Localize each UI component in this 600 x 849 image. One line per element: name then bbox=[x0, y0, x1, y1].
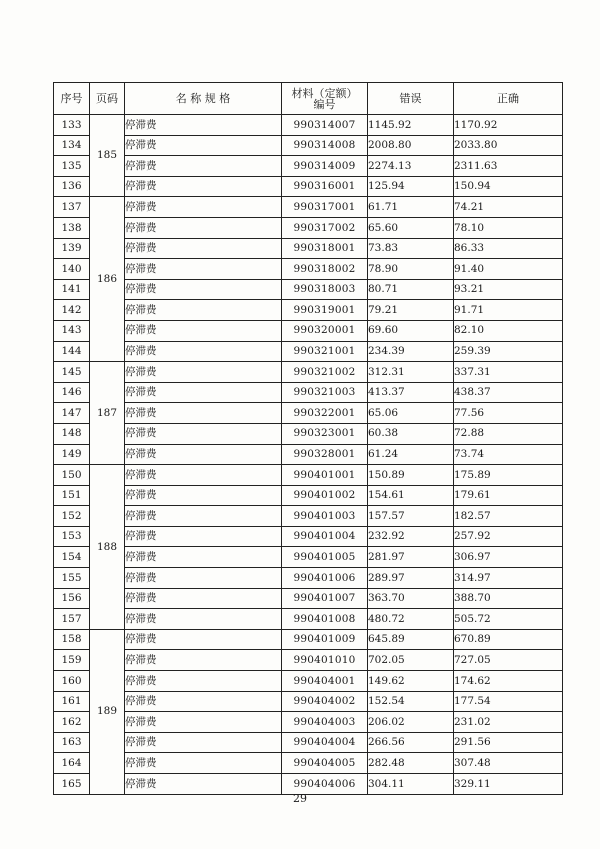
correct-value: 505.72 bbox=[454, 609, 563, 630]
table-row bbox=[54, 526, 563, 547]
row-index: 165 bbox=[54, 774, 90, 795]
wrong-value: 78.90 bbox=[368, 259, 454, 280]
page-group-cell: 189 bbox=[90, 629, 125, 794]
material-code: 990401003 bbox=[282, 506, 368, 527]
item-name: 停滞费 bbox=[125, 238, 282, 259]
wrong-value: 282.48 bbox=[368, 753, 454, 774]
material-code: 990404002 bbox=[282, 691, 368, 712]
item-name: 停滞费 bbox=[125, 403, 282, 424]
table-row bbox=[54, 423, 563, 444]
wrong-value: 413.37 bbox=[368, 382, 454, 403]
correct-value: 86.33 bbox=[454, 238, 563, 259]
table-row bbox=[54, 156, 563, 177]
wrong-value: 152.54 bbox=[368, 691, 454, 712]
page-group-cell: 185 bbox=[90, 115, 125, 197]
material-code: 990404006 bbox=[282, 774, 368, 795]
correct-value: 93.21 bbox=[454, 279, 563, 300]
item-name: 停滞费 bbox=[125, 279, 282, 300]
row-index: 164 bbox=[54, 753, 90, 774]
table-row bbox=[54, 115, 563, 136]
table-row bbox=[54, 279, 563, 300]
row-index: 150 bbox=[54, 465, 90, 486]
wrong-value: 232.92 bbox=[368, 526, 454, 547]
table-header bbox=[54, 83, 563, 115]
page-number: 29 bbox=[293, 792, 307, 805]
row-index: 154 bbox=[54, 547, 90, 568]
material-code: 990404003 bbox=[282, 712, 368, 733]
material-code: 990401004 bbox=[282, 526, 368, 547]
table-row bbox=[54, 362, 563, 383]
wrong-value: 157.57 bbox=[368, 506, 454, 527]
row-index: 155 bbox=[54, 568, 90, 589]
material-code: 990317002 bbox=[282, 217, 368, 238]
correct-value: 182.57 bbox=[454, 506, 563, 527]
row-index: 162 bbox=[54, 712, 90, 733]
item-name: 停滞费 bbox=[125, 382, 282, 403]
item-name: 停滞费 bbox=[125, 156, 282, 177]
wrong-value: 2008.80 bbox=[368, 135, 454, 156]
correct-value: 2033.80 bbox=[454, 135, 563, 156]
material-code: 990401007 bbox=[282, 588, 368, 609]
material-code: 990404004 bbox=[282, 732, 368, 753]
row-index: 137 bbox=[54, 197, 90, 218]
wrong-value: 480.72 bbox=[368, 609, 454, 630]
material-code: 990318003 bbox=[282, 279, 368, 300]
wrong-value: 61.71 bbox=[368, 197, 454, 218]
correct-value: 74.21 bbox=[454, 197, 563, 218]
correct-value: 175.89 bbox=[454, 465, 563, 486]
item-name: 停滞费 bbox=[125, 506, 282, 527]
page-group-cell: 188 bbox=[90, 465, 125, 630]
row-index: 160 bbox=[54, 671, 90, 692]
material-code: 990401008 bbox=[282, 609, 368, 630]
correct-value: 72.88 bbox=[454, 423, 563, 444]
table-row bbox=[54, 176, 563, 197]
material-code: 990328001 bbox=[282, 444, 368, 465]
material-code: 990404005 bbox=[282, 753, 368, 774]
item-name: 停滞费 bbox=[125, 526, 282, 547]
wrong-value: 702.05 bbox=[368, 650, 454, 671]
wrong-value: 65.06 bbox=[368, 403, 454, 424]
correct-value: 388.70 bbox=[454, 588, 563, 609]
item-name: 停滞费 bbox=[125, 629, 282, 650]
material-code: 990322001 bbox=[282, 403, 368, 424]
row-index: 140 bbox=[54, 259, 90, 280]
correct-value: 259.39 bbox=[454, 341, 563, 362]
item-name: 停滞费 bbox=[125, 362, 282, 383]
table-row bbox=[54, 753, 563, 774]
table-row bbox=[54, 135, 563, 156]
wrong-value: 363.70 bbox=[368, 588, 454, 609]
header-name: 名 称 规 格 bbox=[125, 83, 282, 115]
header-row bbox=[54, 83, 563, 115]
header-index: 序号 bbox=[54, 83, 90, 115]
wrong-value: 73.83 bbox=[368, 238, 454, 259]
row-index: 136 bbox=[54, 176, 90, 197]
material-code: 990401010 bbox=[282, 650, 368, 671]
material-code: 990321003 bbox=[282, 382, 368, 403]
table-row bbox=[54, 691, 563, 712]
table-row bbox=[54, 197, 563, 218]
item-name: 停滞费 bbox=[125, 712, 282, 733]
table-row bbox=[54, 382, 563, 403]
item-name: 停滞费 bbox=[125, 217, 282, 238]
correct-value: 1170.92 bbox=[454, 115, 563, 136]
header-material-code bbox=[282, 83, 368, 115]
item-name: 停滞费 bbox=[125, 568, 282, 589]
wrong-value: 234.39 bbox=[368, 341, 454, 362]
material-code: 990317001 bbox=[282, 197, 368, 218]
material-code: 990314009 bbox=[282, 156, 368, 177]
correct-value: 174.62 bbox=[454, 671, 563, 692]
material-code: 990318001 bbox=[282, 238, 368, 259]
table-row bbox=[54, 465, 563, 486]
wrong-value: 69.60 bbox=[368, 320, 454, 341]
row-index: 149 bbox=[54, 444, 90, 465]
table-row bbox=[54, 300, 563, 321]
row-index: 138 bbox=[54, 217, 90, 238]
correct-value: 291.56 bbox=[454, 732, 563, 753]
row-index: 144 bbox=[54, 341, 90, 362]
wrong-value: 61.24 bbox=[368, 444, 454, 465]
correct-value: 150.94 bbox=[454, 176, 563, 197]
correct-value: 78.10 bbox=[454, 217, 563, 238]
item-name: 停滞费 bbox=[125, 691, 282, 712]
wrong-value: 1145.92 bbox=[368, 115, 454, 136]
correct-value: 307.48 bbox=[454, 753, 563, 774]
header-page: 页码 bbox=[90, 83, 125, 115]
item-name: 停滞费 bbox=[125, 774, 282, 795]
material-code: 990323001 bbox=[282, 423, 368, 444]
item-name: 停滞费 bbox=[125, 732, 282, 753]
correct-value: 82.10 bbox=[454, 320, 563, 341]
table-row bbox=[54, 650, 563, 671]
header-material-line2: 编号 bbox=[313, 97, 336, 111]
table-row bbox=[54, 403, 563, 424]
row-index: 158 bbox=[54, 629, 90, 650]
correct-value: 306.97 bbox=[454, 547, 563, 568]
item-name: 停滞费 bbox=[125, 300, 282, 321]
item-name: 停滞费 bbox=[125, 547, 282, 568]
table-row bbox=[54, 629, 563, 650]
page-group-cell: 187 bbox=[90, 362, 125, 465]
material-code: 990319001 bbox=[282, 300, 368, 321]
wrong-value: 150.89 bbox=[368, 465, 454, 486]
row-index: 146 bbox=[54, 382, 90, 403]
material-code: 990318002 bbox=[282, 259, 368, 280]
correct-value: 91.40 bbox=[454, 259, 563, 280]
row-index: 163 bbox=[54, 732, 90, 753]
item-name: 停滞费 bbox=[125, 753, 282, 774]
material-code: 990401009 bbox=[282, 629, 368, 650]
row-index: 134 bbox=[54, 135, 90, 156]
table-row bbox=[54, 320, 563, 341]
correct-value: 337.31 bbox=[454, 362, 563, 383]
correct-value: 179.61 bbox=[454, 485, 563, 506]
row-index: 147 bbox=[54, 403, 90, 424]
item-name: 停滞费 bbox=[125, 485, 282, 506]
correct-value: 177.54 bbox=[454, 691, 563, 712]
wrong-value: 60.38 bbox=[368, 423, 454, 444]
material-code: 990321002 bbox=[282, 362, 368, 383]
table-row bbox=[54, 732, 563, 753]
correct-value: 670.89 bbox=[454, 629, 563, 650]
material-code: 990316001 bbox=[282, 176, 368, 197]
wrong-value: 154.61 bbox=[368, 485, 454, 506]
page-group-cell: 186 bbox=[90, 197, 125, 362]
table-row bbox=[54, 259, 563, 280]
table-row bbox=[54, 217, 563, 238]
correct-value: 231.02 bbox=[454, 712, 563, 733]
wrong-value: 2274.13 bbox=[368, 156, 454, 177]
row-index: 156 bbox=[54, 588, 90, 609]
row-index: 151 bbox=[54, 485, 90, 506]
item-name: 停滞费 bbox=[125, 176, 282, 197]
row-index: 133 bbox=[54, 115, 90, 136]
table-row bbox=[54, 547, 563, 568]
wrong-value: 289.97 bbox=[368, 568, 454, 589]
correct-value: 91.71 bbox=[454, 300, 563, 321]
header-wrong: 错误 bbox=[368, 83, 454, 115]
wrong-value: 645.89 bbox=[368, 629, 454, 650]
wrong-value: 281.97 bbox=[368, 547, 454, 568]
row-index: 145 bbox=[54, 362, 90, 383]
wrong-value: 266.56 bbox=[368, 732, 454, 753]
row-index: 153 bbox=[54, 526, 90, 547]
material-code: 990401002 bbox=[282, 485, 368, 506]
correct-value: 257.92 bbox=[454, 526, 563, 547]
row-index: 157 bbox=[54, 609, 90, 630]
wrong-value: 304.11 bbox=[368, 774, 454, 795]
wrong-value: 206.02 bbox=[368, 712, 454, 733]
table-row bbox=[54, 568, 563, 589]
row-index: 135 bbox=[54, 156, 90, 177]
wrong-value: 125.94 bbox=[368, 176, 454, 197]
material-code: 990401001 bbox=[282, 465, 368, 486]
table-row bbox=[54, 774, 563, 795]
header-correct: 正确 bbox=[454, 83, 563, 115]
row-index: 152 bbox=[54, 506, 90, 527]
row-index: 148 bbox=[54, 423, 90, 444]
row-index: 139 bbox=[54, 238, 90, 259]
item-name: 停滞费 bbox=[125, 609, 282, 630]
material-code: 990404001 bbox=[282, 671, 368, 692]
item-name: 停滞费 bbox=[125, 197, 282, 218]
table-row bbox=[54, 341, 563, 362]
row-index: 159 bbox=[54, 650, 90, 671]
material-code: 990314008 bbox=[282, 135, 368, 156]
correct-value: 77.56 bbox=[454, 403, 563, 424]
correct-value: 314.97 bbox=[454, 568, 563, 589]
item-name: 停滞费 bbox=[125, 423, 282, 444]
material-code: 990320001 bbox=[282, 320, 368, 341]
table-row bbox=[54, 506, 563, 527]
row-index: 142 bbox=[54, 300, 90, 321]
item-name: 停滞费 bbox=[125, 588, 282, 609]
correct-value: 329.11 bbox=[454, 774, 563, 795]
item-name: 停滞费 bbox=[125, 135, 282, 156]
item-name: 停滞费 bbox=[125, 259, 282, 280]
material-code: 990314007 bbox=[282, 115, 368, 136]
wrong-value: 65.60 bbox=[368, 217, 454, 238]
material-code: 990401006 bbox=[282, 568, 368, 589]
table-row bbox=[54, 671, 563, 692]
correct-value: 2311.63 bbox=[454, 156, 563, 177]
item-name: 停滞费 bbox=[125, 320, 282, 341]
material-code: 990321001 bbox=[282, 341, 368, 362]
item-name: 停滞费 bbox=[125, 341, 282, 362]
item-name: 停滞费 bbox=[125, 444, 282, 465]
table-row bbox=[54, 712, 563, 733]
correct-value: 727.05 bbox=[454, 650, 563, 671]
header-material-line1: 材料（定额） bbox=[291, 86, 358, 100]
item-name: 停滞费 bbox=[125, 465, 282, 486]
wrong-value: 79.21 bbox=[368, 300, 454, 321]
correct-value: 438.37 bbox=[454, 382, 563, 403]
row-index: 141 bbox=[54, 279, 90, 300]
table-row bbox=[54, 444, 563, 465]
wrong-value: 149.62 bbox=[368, 671, 454, 692]
item-name: 停滞费 bbox=[125, 650, 282, 671]
table-row bbox=[54, 609, 563, 630]
errata-table bbox=[53, 82, 563, 795]
table-row bbox=[54, 238, 563, 259]
row-index: 143 bbox=[54, 320, 90, 341]
table-row bbox=[54, 485, 563, 506]
item-name: 停滞费 bbox=[125, 115, 282, 136]
item-name: 停滞费 bbox=[125, 671, 282, 692]
material-code: 990401005 bbox=[282, 547, 368, 568]
wrong-value: 80.71 bbox=[368, 279, 454, 300]
row-index: 161 bbox=[54, 691, 90, 712]
table-row bbox=[54, 588, 563, 609]
correct-value: 73.74 bbox=[454, 444, 563, 465]
table-body bbox=[54, 115, 563, 795]
wrong-value: 312.31 bbox=[368, 362, 454, 383]
